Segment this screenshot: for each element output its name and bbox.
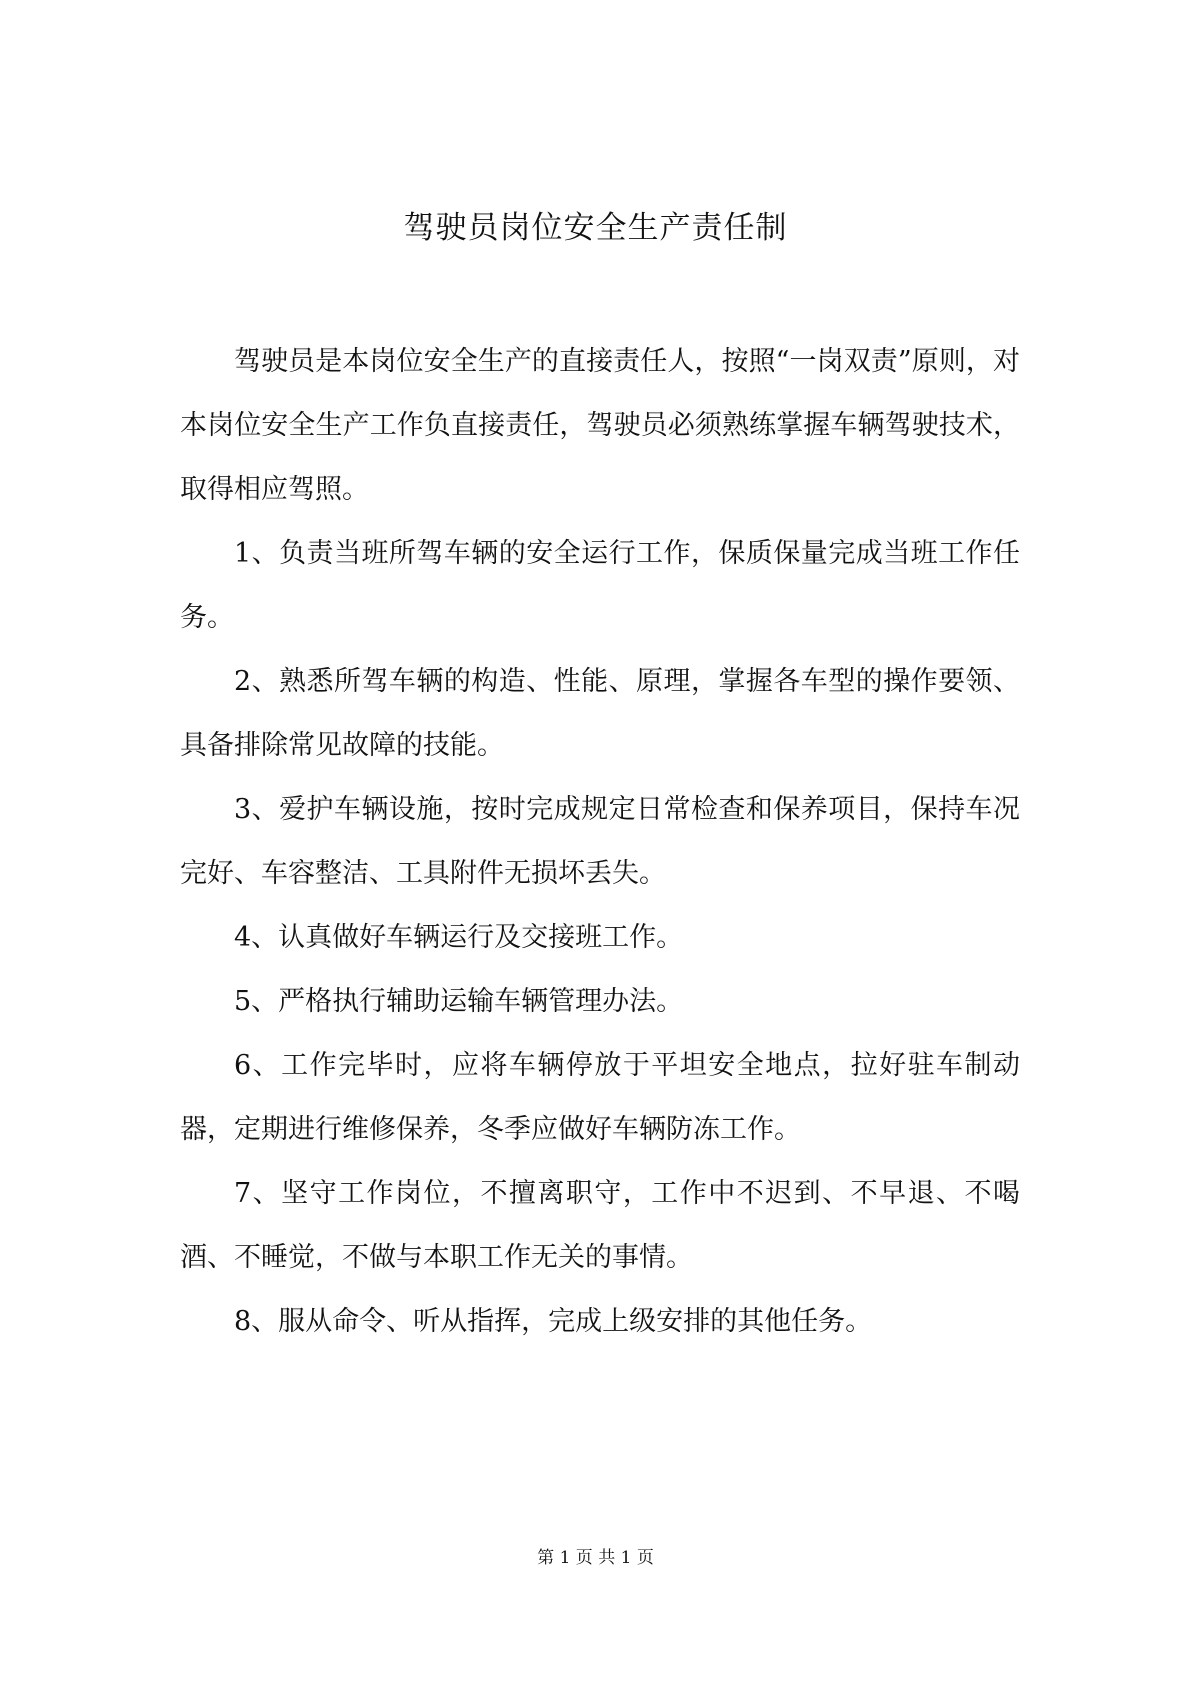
duty-item-1: 1、负责当班所驾车辆的安全运行工作，保质保量完成当班工作任务。	[180, 538, 1020, 633]
duty-item-3: 3、爱护车辆设施，按时完成规定日常检查和保养项目，保持车况完好、车容整洁、工具附件无损坏丢失。	[180, 794, 1020, 889]
duty-item-6: 6、工作完毕时，应将车辆停放于平坦安全地点，拉好驻车制动器，定期进行维修保养，冬季应做好车辆防冻工作。	[180, 1050, 1020, 1145]
duty-item-7: 7、坚守工作岗位，不擅离职守，工作中不迟到、不早退、不喝酒、不睡觉，不做与本职工作无关的事情。	[180, 1178, 1020, 1273]
document-title: 驾驶员岗位安全生产责任制	[403, 210, 788, 246]
duty-item-2: 2、熟悉所驾车辆的构造、性能、原理，掌握各车型的操作要领、具备排除常见故障的技能。	[180, 666, 1020, 761]
duty-item-5: 5、严格执行辅助运输车辆管理办法。	[234, 986, 684, 1017]
document-body	[180, 330, 1020, 1354]
duty-item-8: 8、服从命令、听从指挥，完成上级安排的其他任务。	[234, 1306, 873, 1337]
page-footer: 第 1 页 共 1 页	[537, 1548, 654, 1568]
intro-paragraph: 驾驶员是本岗位安全生产的直接责任人，按照“一岗双责”原则，对本岗位安全生产工作负直接责任，驾驶员必须熟练掌握车辆驾驶技术，取得相应驾照。	[180, 346, 1020, 505]
duty-item-4: 4、认真做好车辆运行及交接班工作。	[234, 922, 684, 953]
